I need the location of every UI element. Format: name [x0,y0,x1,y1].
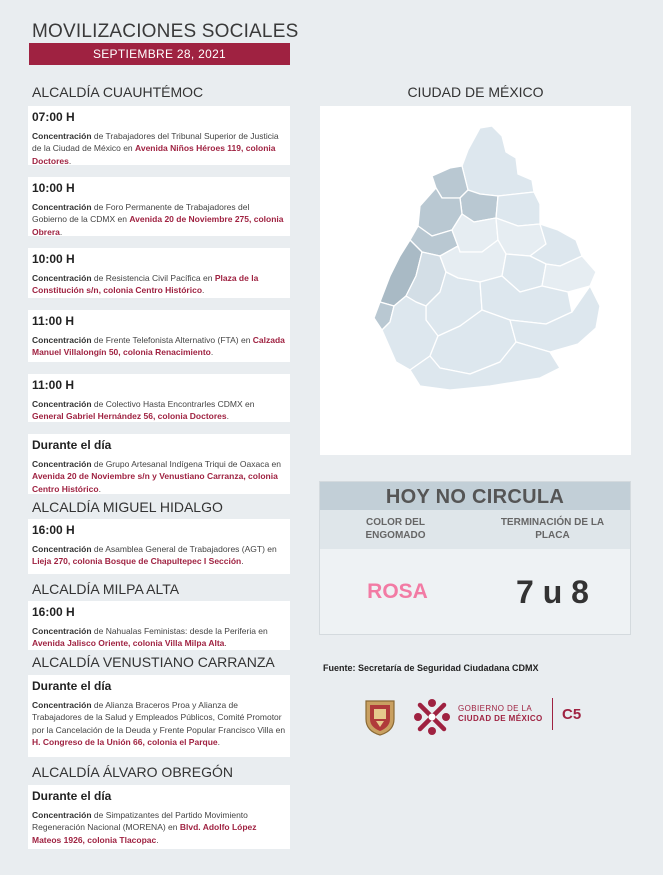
cdmx-map-graphic [320,106,631,455]
event-description: Concentración de Foro Permanente de Trabajadores del Gobierno de la CDMX en Avenida 20 de Noviembre 275, colonia Obrera. [32,202,284,237]
event-card [28,177,290,236]
event-card [28,248,290,298]
plate-ending-header: TERMINACIÓN DE LA PLACA [500,517,605,541]
sticker-color-header: COLOR DEL ENGOMADO [365,517,426,541]
hoy-no-circula-values [320,549,630,635]
hoy-no-circula-panel [319,481,631,635]
map-title: CIUDAD DE MÉXICO [407,84,544,100]
event-time: 16:00 H [32,523,75,537]
event-description: Concentración de Alianza Braceros Proa y Alianza de Trabajadores de la Salud y Empleados Públicos, Comité Promotor por la Cancelación de la Deuda y Frente Popular Francisco Villa en H. Congreso de la Unión 66, colonia el Parque. [32,700,286,748]
section-heading-miguel-hidalgo: ALCALDÍA MIGUEL HIDALGO [32,499,223,515]
section-heading-alvaro-obregon: ALCALDÍA ÁLVARO OBREGÓN [32,764,233,780]
event-description: Concentración de Resistencia Civil Pacífica en Plaza de la Constitución s/n, colonia Centro Histórico. [32,273,259,296]
event-card [28,519,290,574]
event-description: Concentración de Grupo Artesanal Indígena Triqui de Oaxaca en Avenida 20 de Noviembre s/n y Venustiano Carranza, colonia Centro Histórico. [32,459,282,494]
event-time: 07:00 H [32,110,75,124]
event-time: 10:00 H [32,181,75,195]
logo-divider [552,698,553,730]
event-card [28,106,290,165]
event-card [28,310,290,362]
event-time: 11:00 H [32,314,75,328]
event-card [28,785,290,849]
event-description: Concentración de Asamblea General de Trabajadores (AGT) en Lieja 270, colonia Bosque de Chapultepec I Sección. [32,544,277,567]
event-time: Durante el día [32,789,112,803]
hoy-no-circula-headers [320,510,630,549]
footer-logos [360,694,590,740]
event-description: Concentración de Colectivo Hasta Encontrarles CDMX en General Gabriel Hernández 56, colonia Doctores. [32,399,255,422]
cdmx-coat-of-arms-icon [360,697,400,737]
event-description: Concentración de Nahualas Feministas: desde la Periferia en Avenida Jalisco Oriente, colonia Villa Milpa Alta. [32,626,268,649]
event-card [28,434,290,494]
cdmx-gov-logo-icon [412,697,452,737]
cdmx-map [320,106,631,455]
event-time: 16:00 H [32,605,75,619]
hoy-no-circula-title: HOY NO CIRCULA [320,482,630,510]
event-card [28,374,290,422]
event-description: Concentración de Frente Telefonista Alternativo (FTA) en Calzada Manuel Villalongín 50, colonia Renacimiento. [32,335,285,358]
event-description: Concentración de Trabajadores del Tribunal Superior de Justicia de la Ciudad de México en Avenida Niños Héroes 119, colonia Doctores. [32,131,279,166]
page-title: MOVILIZACIONES SOCIALES [32,21,299,42]
section-heading-venustiano-carranza: ALCALDÍA VENUSTIANO CARRANZA [32,654,275,670]
gov-logo-text: GOBIERNO DE LA CIUDAD DE MÉXICO [458,704,543,723]
source-note: Fuente: Secretaría de Seguridad Ciudadana CDMX [323,663,539,673]
event-time: Durante el día [32,679,112,693]
plate-ending-value: 7 u 8 [516,573,589,610]
sticker-color-value: ROSA [367,580,428,603]
event-description: Concentración de Simpatizantes del Partido Movimiento Regeneración Nacional (MORENA) en Blvd. Adolfo López Mateos 1926, colonia Tlacopac. [32,810,257,845]
date-banner: SEPTIEMBRE 28, 2021 [29,43,290,65]
event-card [28,601,290,650]
section-heading-milpa-alta: ALCALDÍA MILPA ALTA [32,581,180,597]
event-card [28,675,290,757]
event-time: 10:00 H [32,252,75,266]
c5-logo: C5 [562,706,582,723]
section-heading-cuauhtemoc: ALCALDÍA CUAUHTÉMOC [32,84,204,100]
event-time: Durante el día [32,438,112,452]
event-time: 11:00 H [32,378,75,392]
